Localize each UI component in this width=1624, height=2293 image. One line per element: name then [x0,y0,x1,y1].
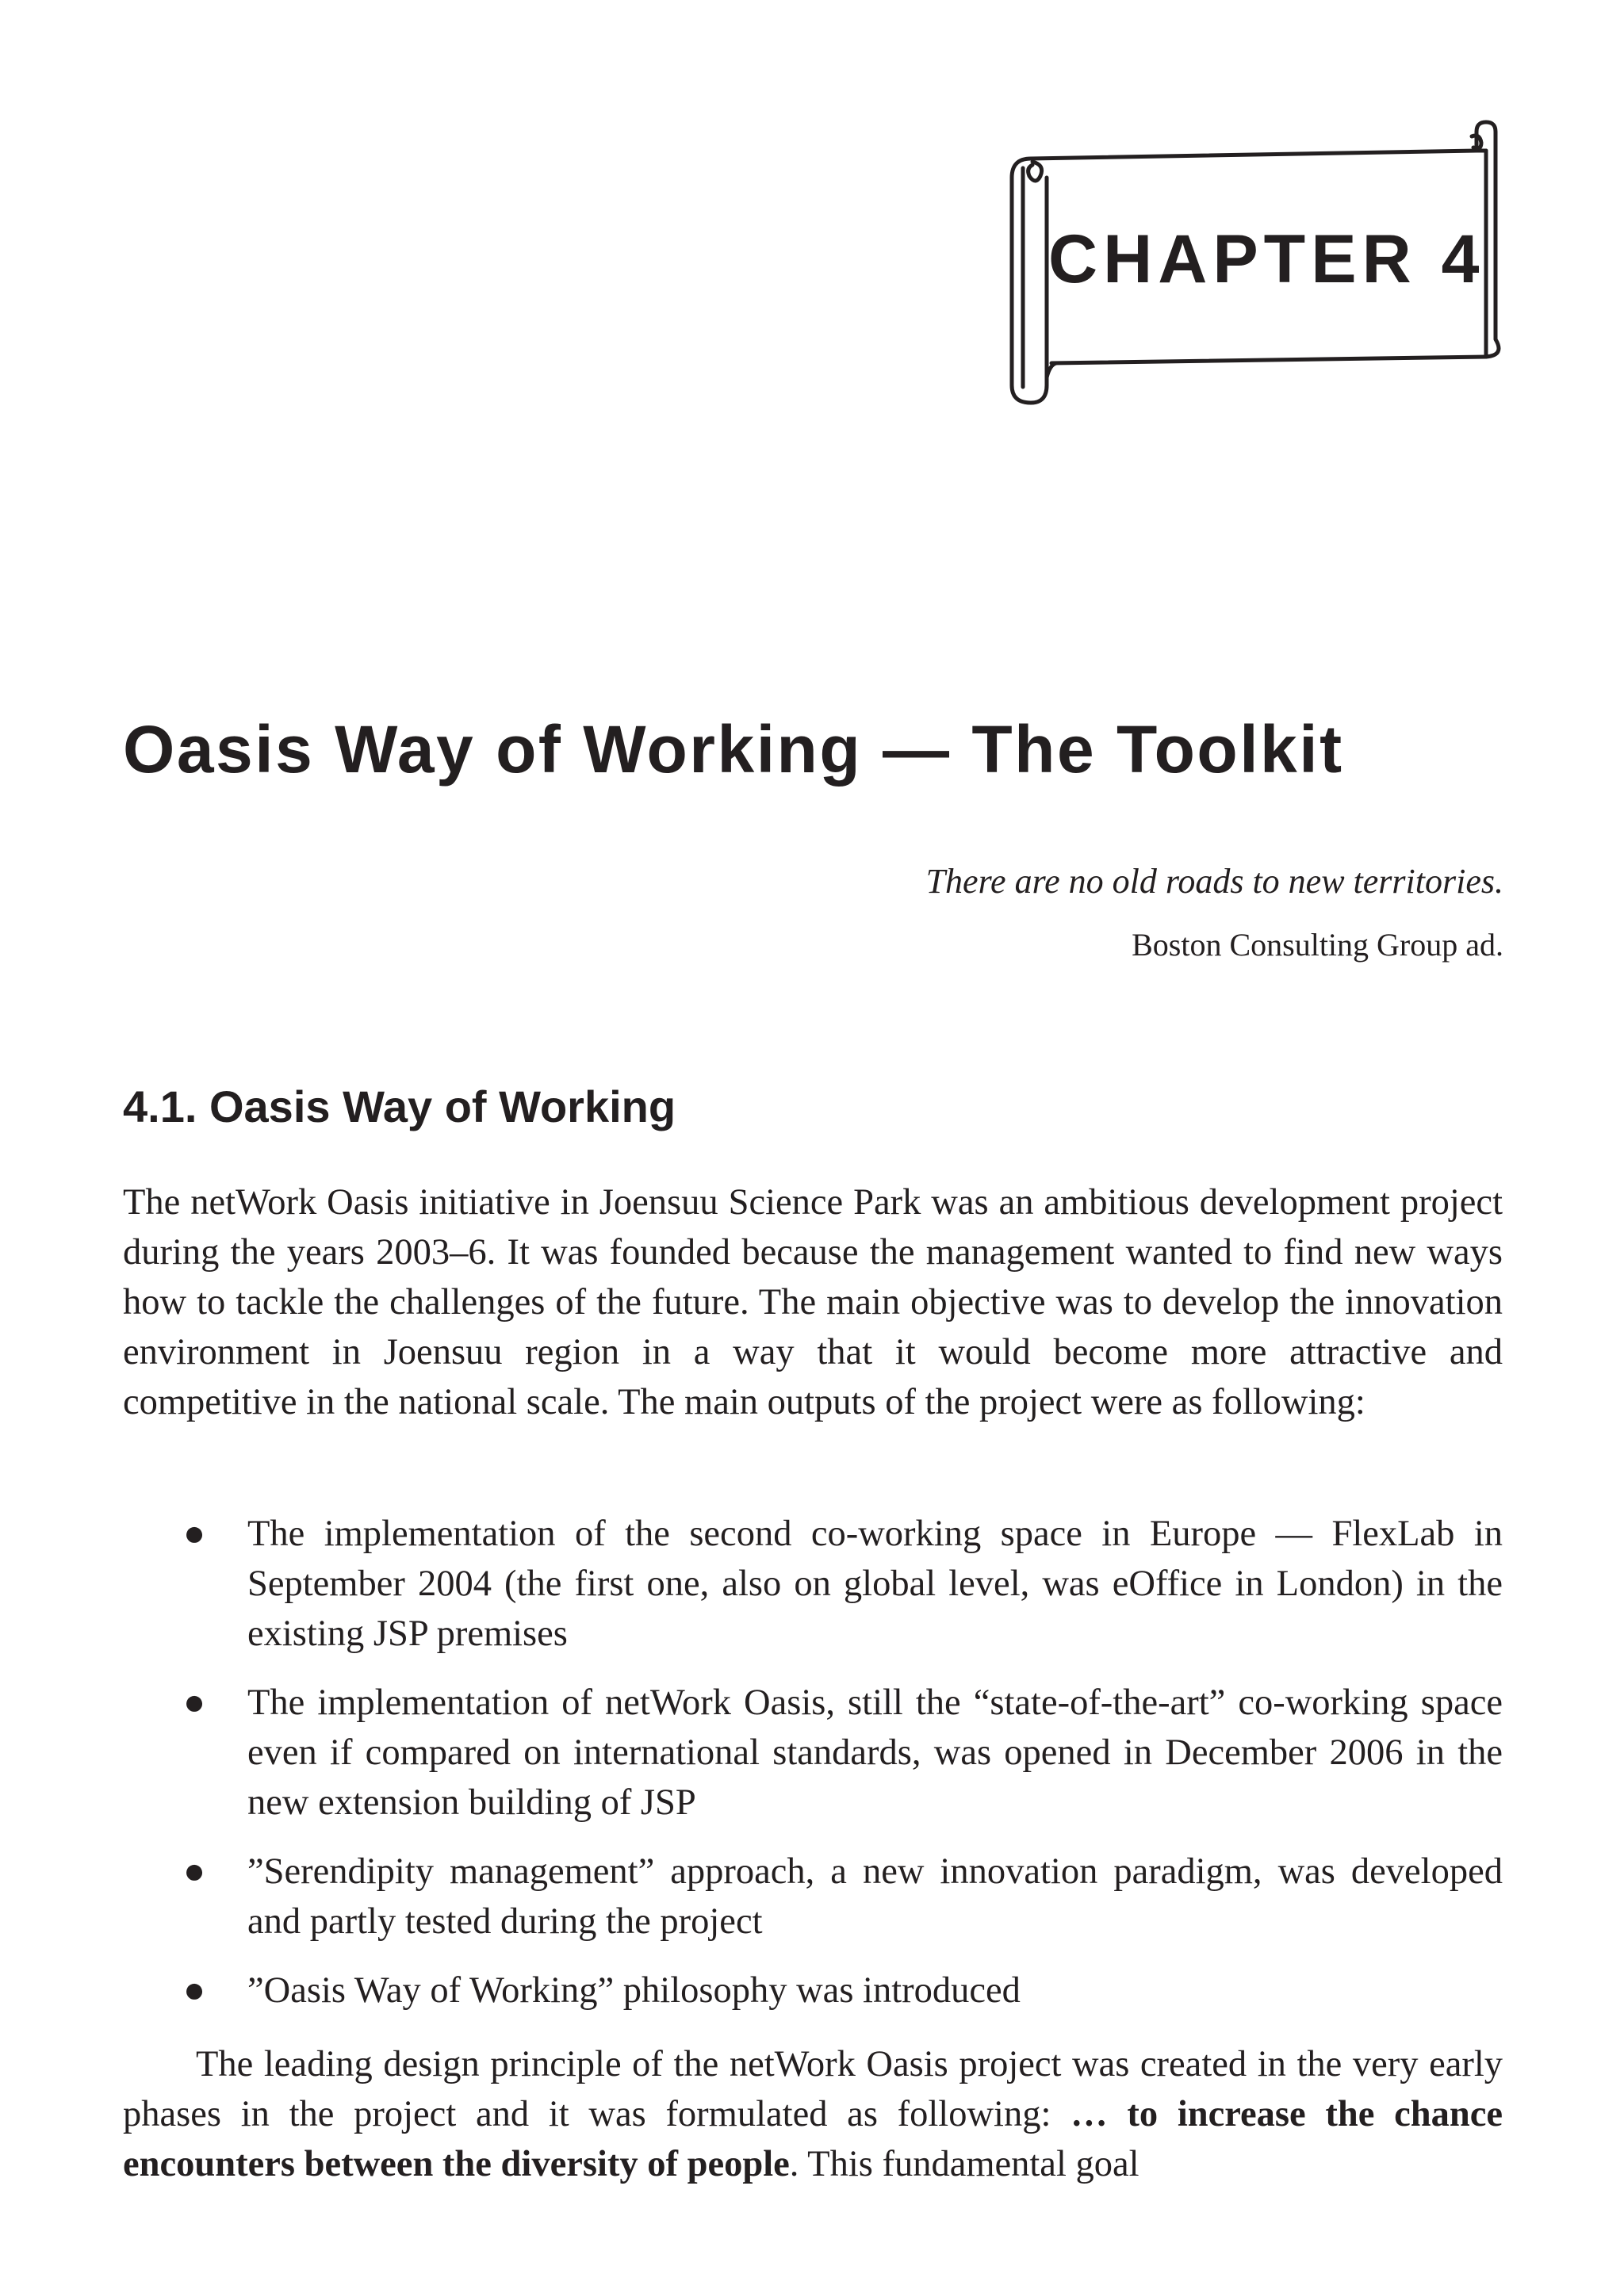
design-principle-lead: The leading design principle of the netWork Oasis project was created in the very early phases in the project and it was formulated as following: [123,2044,1503,2134]
list-item-text: ”Oasis Way of Working” philosophy was introduced [247,1970,1021,2011]
design-principle-paragraph [123,2039,1503,2189]
bullet-icon: ● [182,1970,206,2011]
list-item [123,1678,1503,1828]
list-item [123,1509,1503,1659]
design-principle-tail: . This fundamental goal [789,2144,1139,2184]
chapter-number: CHAPTER 4 [1048,221,1485,297]
list-item-text: ”Serendipity management” approach, a new innovation paradigm, was developed and partly tested during the project [247,1851,1503,1942]
list-item [123,1966,1503,2015]
epigraph-attribution: Boston Consulting Group ad. [1132,927,1503,963]
bullet-icon: ● [182,1682,206,1723]
section-heading: 4.1. Oasis Way of Working [123,1081,676,1131]
bullet-icon: ● [182,1514,206,1554]
epigraph-quote: There are no old roads to new territories. [925,862,1503,901]
outputs-bullet-list [123,1509,1503,2035]
design-principle-emphasis: … to increase the chance encounters between the diversity of people [123,2094,1503,2184]
list-item-text: The implementation of the second co-working space in Europe — FlexLab in September 2004 (the first one, also on global level, was eOffice in London) in the existing JSP premises [247,1514,1503,1654]
list-item-text: The implementation of netWork Oasis, still the “state-of-the-art” co-working space even if compared on international standards, was opened in December 2006 in the new extension building of JSP [247,1682,1503,1823]
intro-paragraph: The netWork Oasis initiative in Joensuu Science Park was an ambitious development project during the years 2003–6. It was founded because the management wanted to find new ways how to tackle the challenges of the future. The main objective was to develop the innovation environment in Joensuu region in a way that it would become more attractive and competitive in the national scale. The main outputs of the project were as following: [123,1182,1503,1422]
list-item [123,1847,1503,1947]
bullet-icon: ● [182,1851,206,1892]
chapter-title: Oasis Way of Working — The Toolkit [123,712,1344,787]
